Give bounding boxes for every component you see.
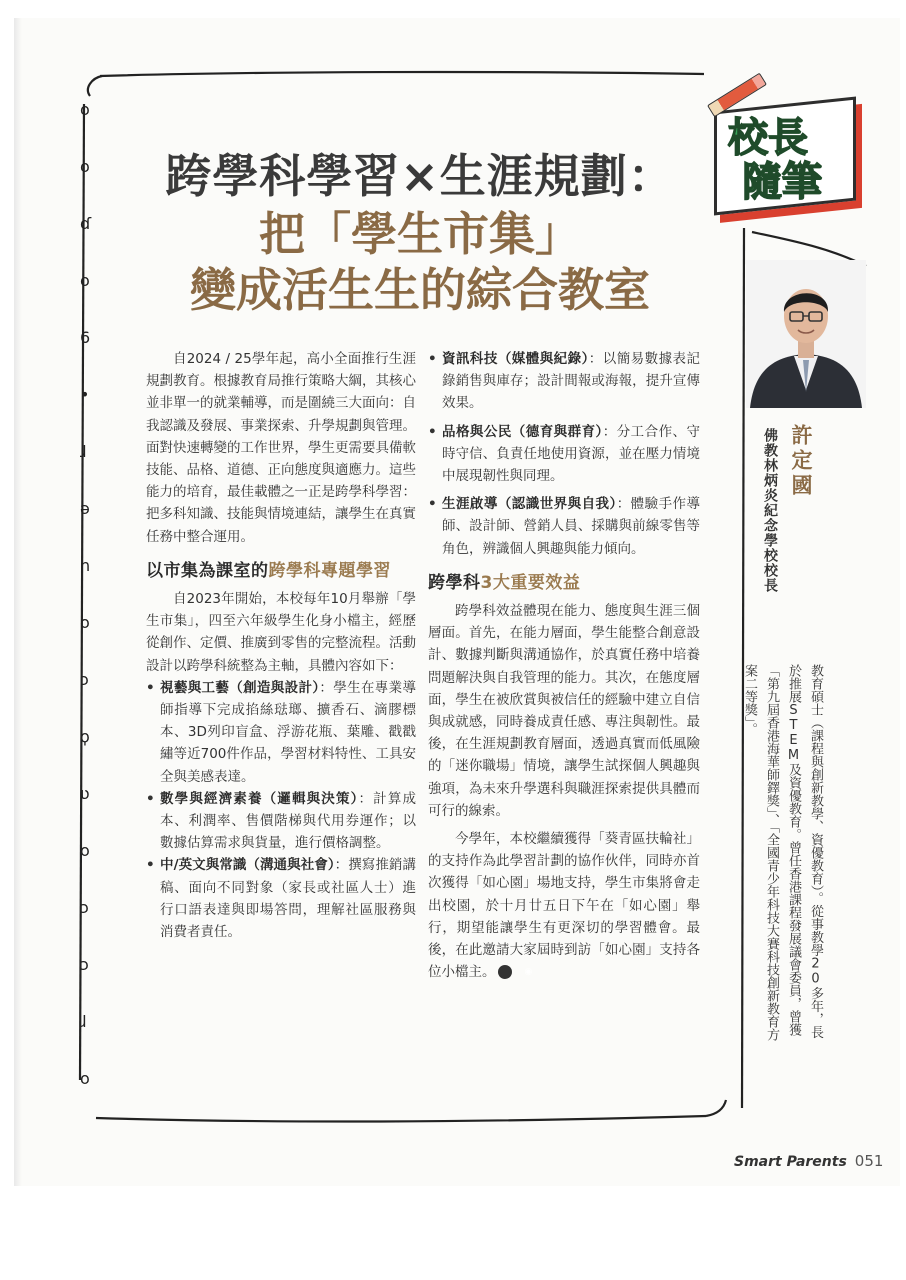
magazine-brand: Smart Parents: [734, 1154, 847, 1170]
binder-ring: ο: [80, 157, 90, 176]
bullet-dot: •: [428, 351, 437, 367]
binder-ring: ο: [80, 613, 90, 632]
binder-ring: ϙ: [80, 727, 90, 746]
bullet-dot: •: [146, 857, 155, 874]
binder-ring: ο: [80, 271, 90, 290]
column-badge: [706, 84, 864, 214]
author-name: 許定國: [789, 424, 813, 499]
closing-paragraph: 今學年，本校繼續獲得「葵青區扶輪社」的支持作為此學習計劃的協作伙伴，同時亦首次獲得「如心園」場地支持，學生市集將會走出校園，於十月廿五日下午在「如心園」舉行，期望能讓學生有更深切的學習體會。最後，在此邀請大家屆時到訪「如心園」支持各位小檔主。 ◉: [428, 831, 700, 981]
author-photo: [746, 260, 866, 408]
bullet-item: • 資訊科技（媒體與紀錄）：以簡易數據表記錄銷售與庫存；設計間報或海報，提升宣傳效果。: [428, 348, 700, 415]
binder-ring: ο: [80, 100, 90, 119]
bullet-item: • 視藝與工藝（創造與設計）：學生在專業導師指導下完成掐絲琺瑯、擴香石、滴膠標本、3D列印盲盒、浮游花瓶、葉雕、戳戳繡等近700件作品，學習材料特性、工具安全與美感表達。: [146, 677, 416, 788]
page-footer: [734, 1152, 883, 1170]
bullet-item: • 中/英文與常識（溝通與社會）：撰寫推銷講稿、面向不同對象（家長或社區人士）進行口語表達與即場答問，理解社區服務與消費者責任。: [146, 854, 416, 943]
end-mark-icon: ◉: [498, 965, 512, 979]
market-paragraph: 自2023年開始，本校每年10月舉辦「學生市集」，四至六年級學生化身小檔主，經歷從創作、定價、推廣到零售的完整流程。活動設計以跨學科統整為主軸，具體內容如下：: [146, 591, 416, 674]
left-column: [146, 348, 416, 943]
binder-ring: ο: [80, 841, 90, 860]
badge-text-2: 隨筆: [742, 159, 822, 205]
author-title: 佛教林炳炎紀念學校校長: [762, 428, 778, 593]
binder-ring: ɔ: [80, 670, 89, 689]
bullet-dot: •: [428, 423, 437, 440]
section-heading-market: 以市集為課室的跨學科專題學習: [146, 560, 391, 581]
binder-ring: n: [80, 556, 91, 575]
section-heading-benefits: 跨學科3大重要效益: [428, 572, 581, 593]
badge-text-1: 校長: [728, 115, 808, 161]
binder-ring: ʋ: [80, 784, 90, 803]
bullet-item: • 品格與公民（德育與群育）：分工合作、守時守信、負責任地使用資源，並在壓力情境中展現韌性與同理。: [428, 421, 700, 488]
benefits-paragraph: 跨學科效益體現在能力、態度與生涯三個層面。首先，在能力層面，學生能整合創意設計、數據判斷與溝通協作，於真實任務中培養問題解決與自我管理的能力。其次，在態度層面，學生在被欣賞與被信任的經驗中建立自信與成就感，同時養成責任感、專注與韌性。最後，在生涯規劃教育層面，透過真實而低風險的「迷你職場」情境，讓學生試探個人興趣與強項，為未來升學選科與職涯探索提供具體而可行的線索。: [428, 603, 700, 819]
binder-ring: ο: [80, 1069, 90, 1088]
bullet-item: • 數學與經濟素養（邏輯與決策）：計算成本、利潤率、售價階梯與代用券運作；以數據估算需求與貨量，進行價格調整。: [146, 788, 416, 855]
binder-ring: ɔ: [80, 955, 89, 974]
binder-ring: •: [80, 385, 90, 404]
binder-ring: ɺ: [80, 442, 87, 461]
right-column: [428, 348, 700, 983]
bullet-dot: •: [146, 790, 155, 807]
page-number: 051: [854, 1152, 884, 1170]
binder-ring: ɗ: [80, 214, 92, 233]
binder-ring: ɺ: [80, 1012, 87, 1031]
page-edge-shadow: [14, 18, 22, 1186]
bullet-dot: •: [146, 679, 155, 696]
headline-line-3: 變成活生生的綜合教室: [190, 263, 650, 317]
headline-line-1: 跨學科學習×生涯規劃：: [165, 149, 675, 203]
binder-ring: ɔ: [80, 898, 89, 917]
headline-line-2: 把「學生市集」: [259, 207, 581, 261]
bullet-item: • 生涯啟導（認識世界與自我）：體驗手作導師、設計師、營銷人員、採購與前線零售等角色，辨識個人興趣與能力傾向。: [428, 493, 700, 560]
bullet-dot: •: [428, 496, 437, 513]
author-bio: 教育碩士（課程與創新教學、資優教育）。從事教學20多年，長於推展STEM及資優教育。曾任香港課程發展議會委員，曾獲「第九屆香港海華師鐸獎」、「全國青少年科技大賽科技創新教育方案二等獎」。: [742, 664, 823, 1041]
intro-paragraph: 自2024 / 25學年起，高小全面推行生涯規劃教育。根據教育局推行策略大綱，其核心並非單一的就業輔導，而是圍繞三大面向：自我認識及發展、事業探索、升學規劃與管理。面對快速轉變的工作世界，學生更需要具備軟技能、品格、道德、正向態度與適應力。這些能力的培育，最佳載體之一正是跨學科學習：把多科知識、技能與情境連結，讓學生在真實任務中整合運用。: [146, 351, 416, 545]
binder-ring: ə: [80, 499, 90, 518]
binder-ring: 6: [80, 328, 91, 347]
